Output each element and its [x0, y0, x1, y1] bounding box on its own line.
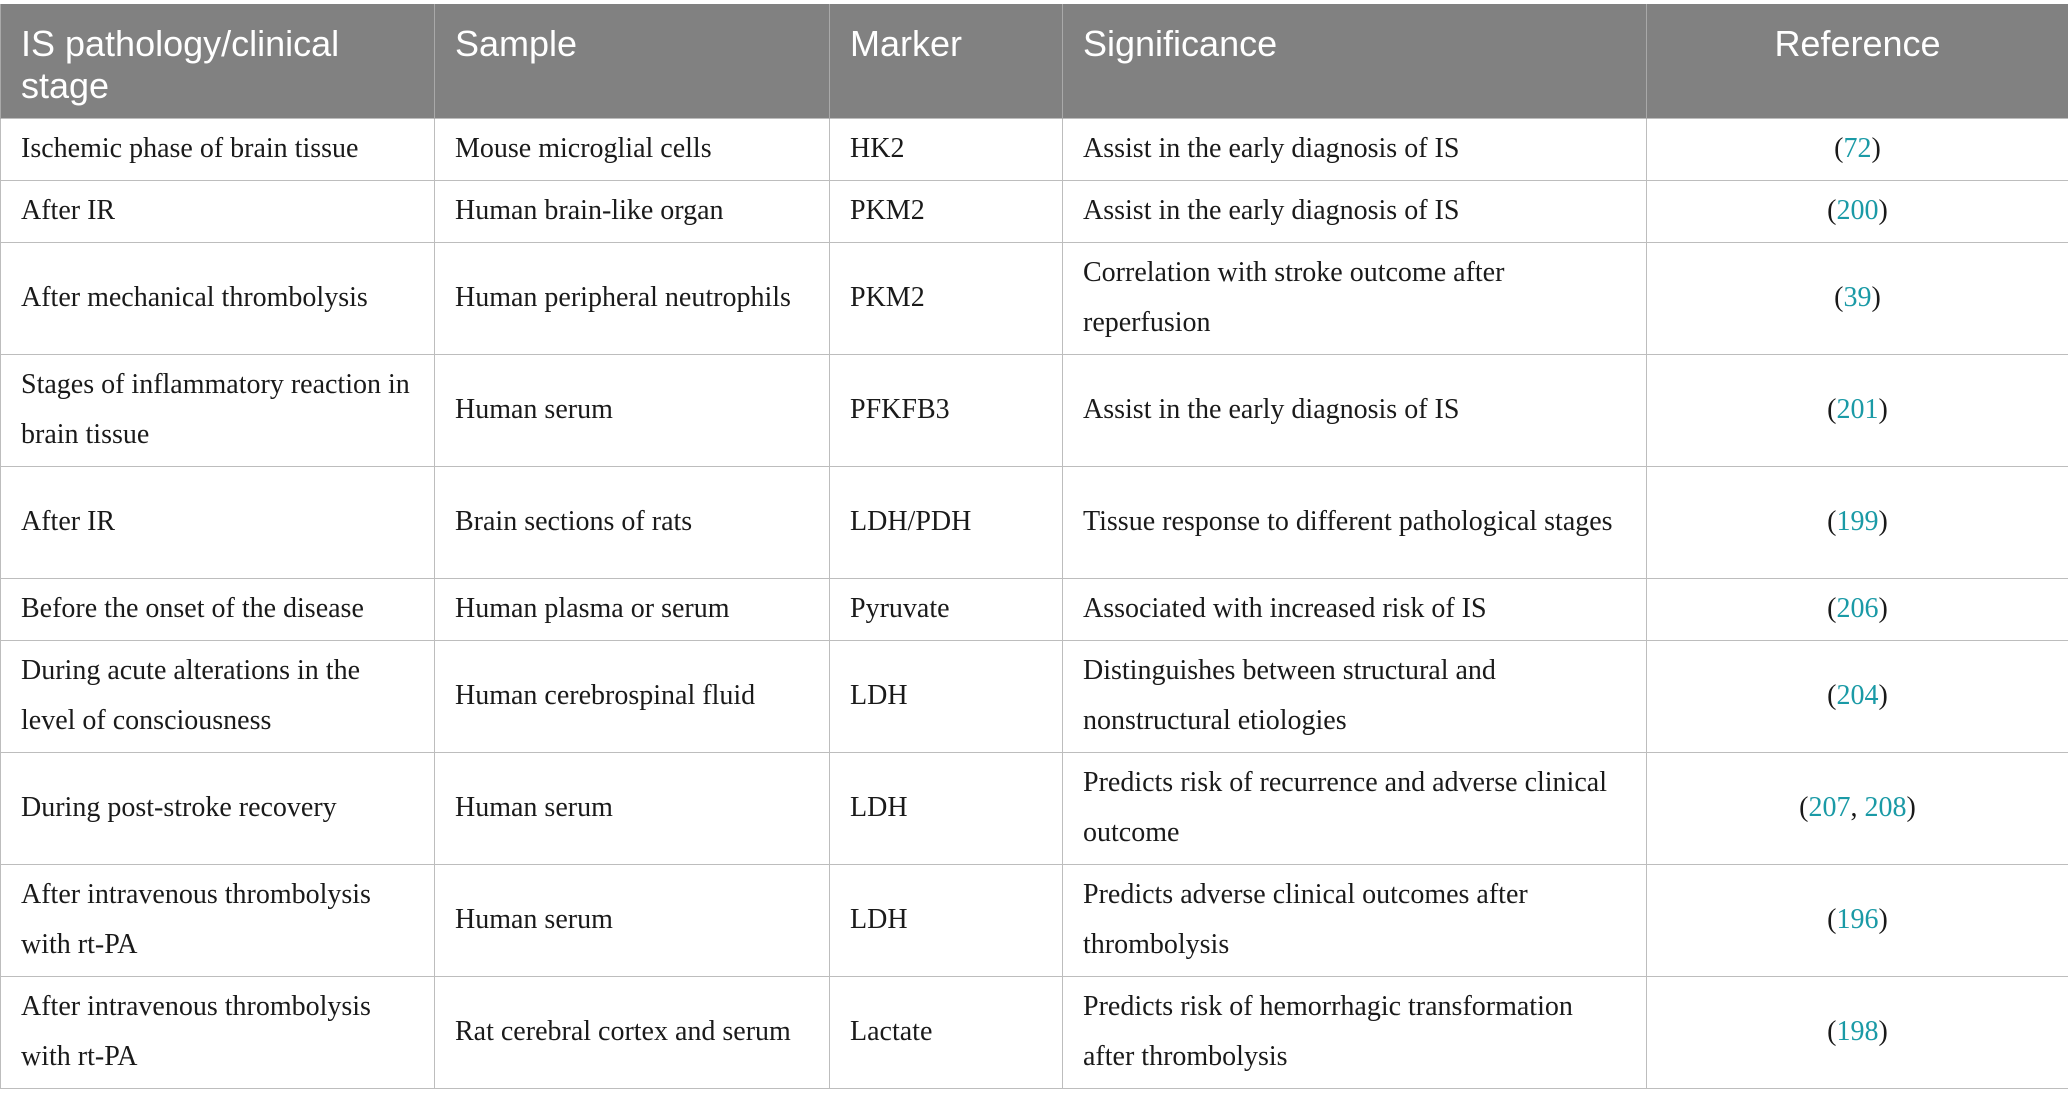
cell-sample: Human cerebrospinal fluid — [435, 640, 830, 752]
cell-marker: LDH/PDH — [830, 466, 1063, 578]
cell-marker: Lactate — [830, 976, 1063, 1088]
cell-significance: Assist in the early diagnosis of IS — [1063, 118, 1647, 180]
cell-sample: Human plasma or serum — [435, 578, 830, 640]
cell-marker: Pyruvate — [830, 578, 1063, 640]
table-header — [1, 4, 2068, 118]
cell-sample: Mouse microglial cells — [435, 118, 830, 180]
cell-marker: PFKFB3 — [830, 354, 1063, 466]
citation-link[interactable]: 39 — [1843, 282, 1872, 313]
table-body — [1, 118, 2068, 1088]
table-row — [1, 752, 2068, 864]
cell-significance: Tissue response to different pathological stages — [1063, 466, 1647, 578]
citation-link[interactable]: 199 — [1836, 506, 1879, 537]
citation-link[interactable]: 196 — [1836, 904, 1879, 935]
table-row — [1, 640, 2068, 752]
table-row — [1, 354, 2068, 466]
header-sample: Sample — [435, 4, 830, 118]
cell-significance: Assist in the early diagnosis of IS — [1063, 180, 1647, 242]
cell-stage: After intravenous thrombolysis with rt-PA — [1, 976, 435, 1088]
cell-stage: During post-stroke recovery — [1, 752, 435, 864]
cell-marker: LDH — [830, 752, 1063, 864]
cell-stage: After intravenous thrombolysis with rt-PA — [1, 864, 435, 976]
cell-reference: (204) — [1647, 640, 2068, 752]
cell-significance: Predicts risk of hemorrhagic transformation after thrombolysis — [1063, 976, 1647, 1088]
cell-stage: Stages of inflammatory reaction in brain tissue — [1, 354, 435, 466]
cell-significance: Predicts risk of recurrence and adverse clinical outcome — [1063, 752, 1647, 864]
header-row — [1, 4, 2068, 118]
cell-stage: After mechanical thrombolysis — [1, 242, 435, 354]
citation-link[interactable]: 200 — [1836, 195, 1879, 226]
cell-reference: (199) — [1647, 466, 2068, 578]
table-row — [1, 180, 2068, 242]
cell-reference: (72) — [1647, 118, 2068, 180]
cell-sample: Brain sections of rats — [435, 466, 830, 578]
cell-significance: Correlation with stroke outcome after reperfusion — [1063, 242, 1647, 354]
cell-significance: Predicts adverse clinical outcomes after thrombolysis — [1063, 864, 1647, 976]
citation-link[interactable]: 208 — [1864, 792, 1907, 823]
cell-stage: After IR — [1, 180, 435, 242]
citation-link[interactable]: 207 — [1808, 792, 1851, 823]
cell-marker: PKM2 — [830, 180, 1063, 242]
cell-stage: During acute alterations in the level of consciousness — [1, 640, 435, 752]
cell-marker: LDH — [830, 864, 1063, 976]
citation-link[interactable]: 201 — [1836, 394, 1879, 425]
biomarker-table — [0, 4, 2068, 1089]
cell-stage: Before the onset of the disease — [1, 578, 435, 640]
table-row — [1, 118, 2068, 180]
header-reference: Reference — [1647, 4, 2068, 118]
header-significance: Significance — [1063, 4, 1647, 118]
table-row — [1, 864, 2068, 976]
citation-link[interactable]: 198 — [1836, 1016, 1879, 1047]
table-row — [1, 242, 2068, 354]
cell-significance: Assist in the early diagnosis of IS — [1063, 354, 1647, 466]
cell-reference: (206) — [1647, 578, 2068, 640]
cell-sample: Human brain-like organ — [435, 180, 830, 242]
cell-reference: (196) — [1647, 864, 2068, 976]
cell-reference: (200) — [1647, 180, 2068, 242]
cell-significance: Distinguishes between structural and nonstructural etiologies — [1063, 640, 1647, 752]
header-stage: IS pathology/clinical stage — [1, 4, 435, 118]
cell-reference: (198) — [1647, 976, 2068, 1088]
cell-sample: Human serum — [435, 864, 830, 976]
cell-sample: Human serum — [435, 752, 830, 864]
header-marker: Marker — [830, 4, 1063, 118]
cell-reference: (207, 208) — [1647, 752, 2068, 864]
citation-link[interactable]: 72 — [1843, 133, 1872, 164]
cell-sample: Rat cerebral cortex and serum — [435, 976, 830, 1088]
cell-reference: (39) — [1647, 242, 2068, 354]
cell-significance: Associated with increased risk of IS — [1063, 578, 1647, 640]
table-row — [1, 578, 2068, 640]
cell-marker: HK2 — [830, 118, 1063, 180]
cell-sample: Human peripheral neutrophils — [435, 242, 830, 354]
cell-reference: (201) — [1647, 354, 2068, 466]
cell-marker: PKM2 — [830, 242, 1063, 354]
citation-link[interactable]: 204 — [1836, 680, 1879, 711]
cell-marker: LDH — [830, 640, 1063, 752]
cell-stage: After IR — [1, 466, 435, 578]
cell-stage: Ischemic phase of brain tissue — [1, 118, 435, 180]
citation-link[interactable]: 206 — [1836, 593, 1879, 624]
cell-sample: Human serum — [435, 354, 830, 466]
table-row — [1, 976, 2068, 1088]
table-row — [1, 466, 2068, 578]
